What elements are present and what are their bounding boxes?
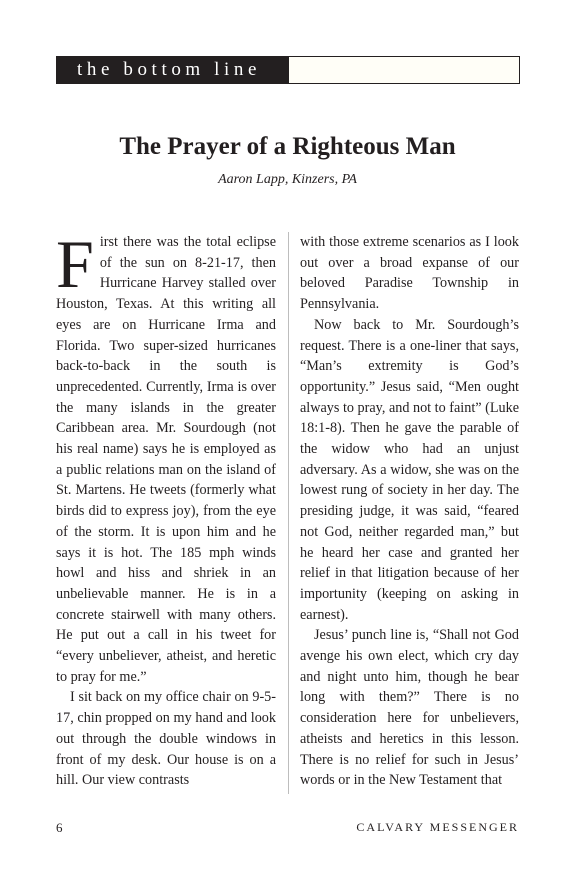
section-label: the bottom line [57,57,289,83]
paragraph: Now back to Mr. Sourdough’s request. There is a one-liner that says, “Man’s extremity is God’s opportunity.” Jesus said, “Men ought always to pray, and not to faint” (Luke 18:1-8). Then he gave the parable of the widow who had an unjust adversary. As a widow, she was on the lowest rung of society in her day. The presiding judge, it was said, “feared not God, neither regarded man,” but he heard her case and granted her relief in that litigation because of her importunity (keeping on asking in earnest). [300,316,519,623]
banner-blank-area [289,57,519,83]
paragraph-text: irst there was the total eclipse of the sun on 8-21-17, then Hurricane Harvey stalled over Houston, Texas. At this writing all eyes are on Hurricane Irma and Florida. Two super-sized hurricanes back-to-back in the south is unprecedented. Currently, Irma is over the many islands in the greater Caribbean area. Mr. Sourdough (not his real name) says he is employed as a public relations man on the island of St. Martens. He tweets (formerly what birds did to express joy), from the eye of the storm. It is upon him and he says it is hot. The 185 mph winds howl and hiss and shriek in an unbelievable manner. He is in a concrete stairwell with many others. He put out a call in his tweet for “every unbeliever, atheist, and heretic to pray for me.” [56,234,276,685]
article-title: The Prayer of a Righteous Man [119,133,456,160]
paragraph [56,226,276,687]
publication-name: CALVARY MESSENGER [356,820,519,834]
page-number: 6 [56,820,63,835]
section-banner [56,56,520,84]
paragraph: I sit back on my office chair on 9-5-17, chin propped on my hand and look out through the double windows in front of my desk. Our house is on a hill. Our view contrasts [56,689,276,789]
left-column [56,226,276,791]
drop-cap: F [56,226,94,302]
paragraph: with those extreme scenarios as I look out over a broad expanse of our beloved Paradise Township in Pennsylvania. [300,234,519,313]
article-byline: Aaron Lapp, Kinzers, PA [218,172,357,187]
column-divider [288,232,289,794]
paragraph: Jesus’ punch line is, “Shall not God avenge his own elect, which cry day and night unto him, though he bear long with them?” There is no consideration here for unbelievers, atheists and heretics in this lesson. There is no relief for such in Jesus’ words or in the New Testament that [300,627,519,789]
right-column [300,232,519,791]
